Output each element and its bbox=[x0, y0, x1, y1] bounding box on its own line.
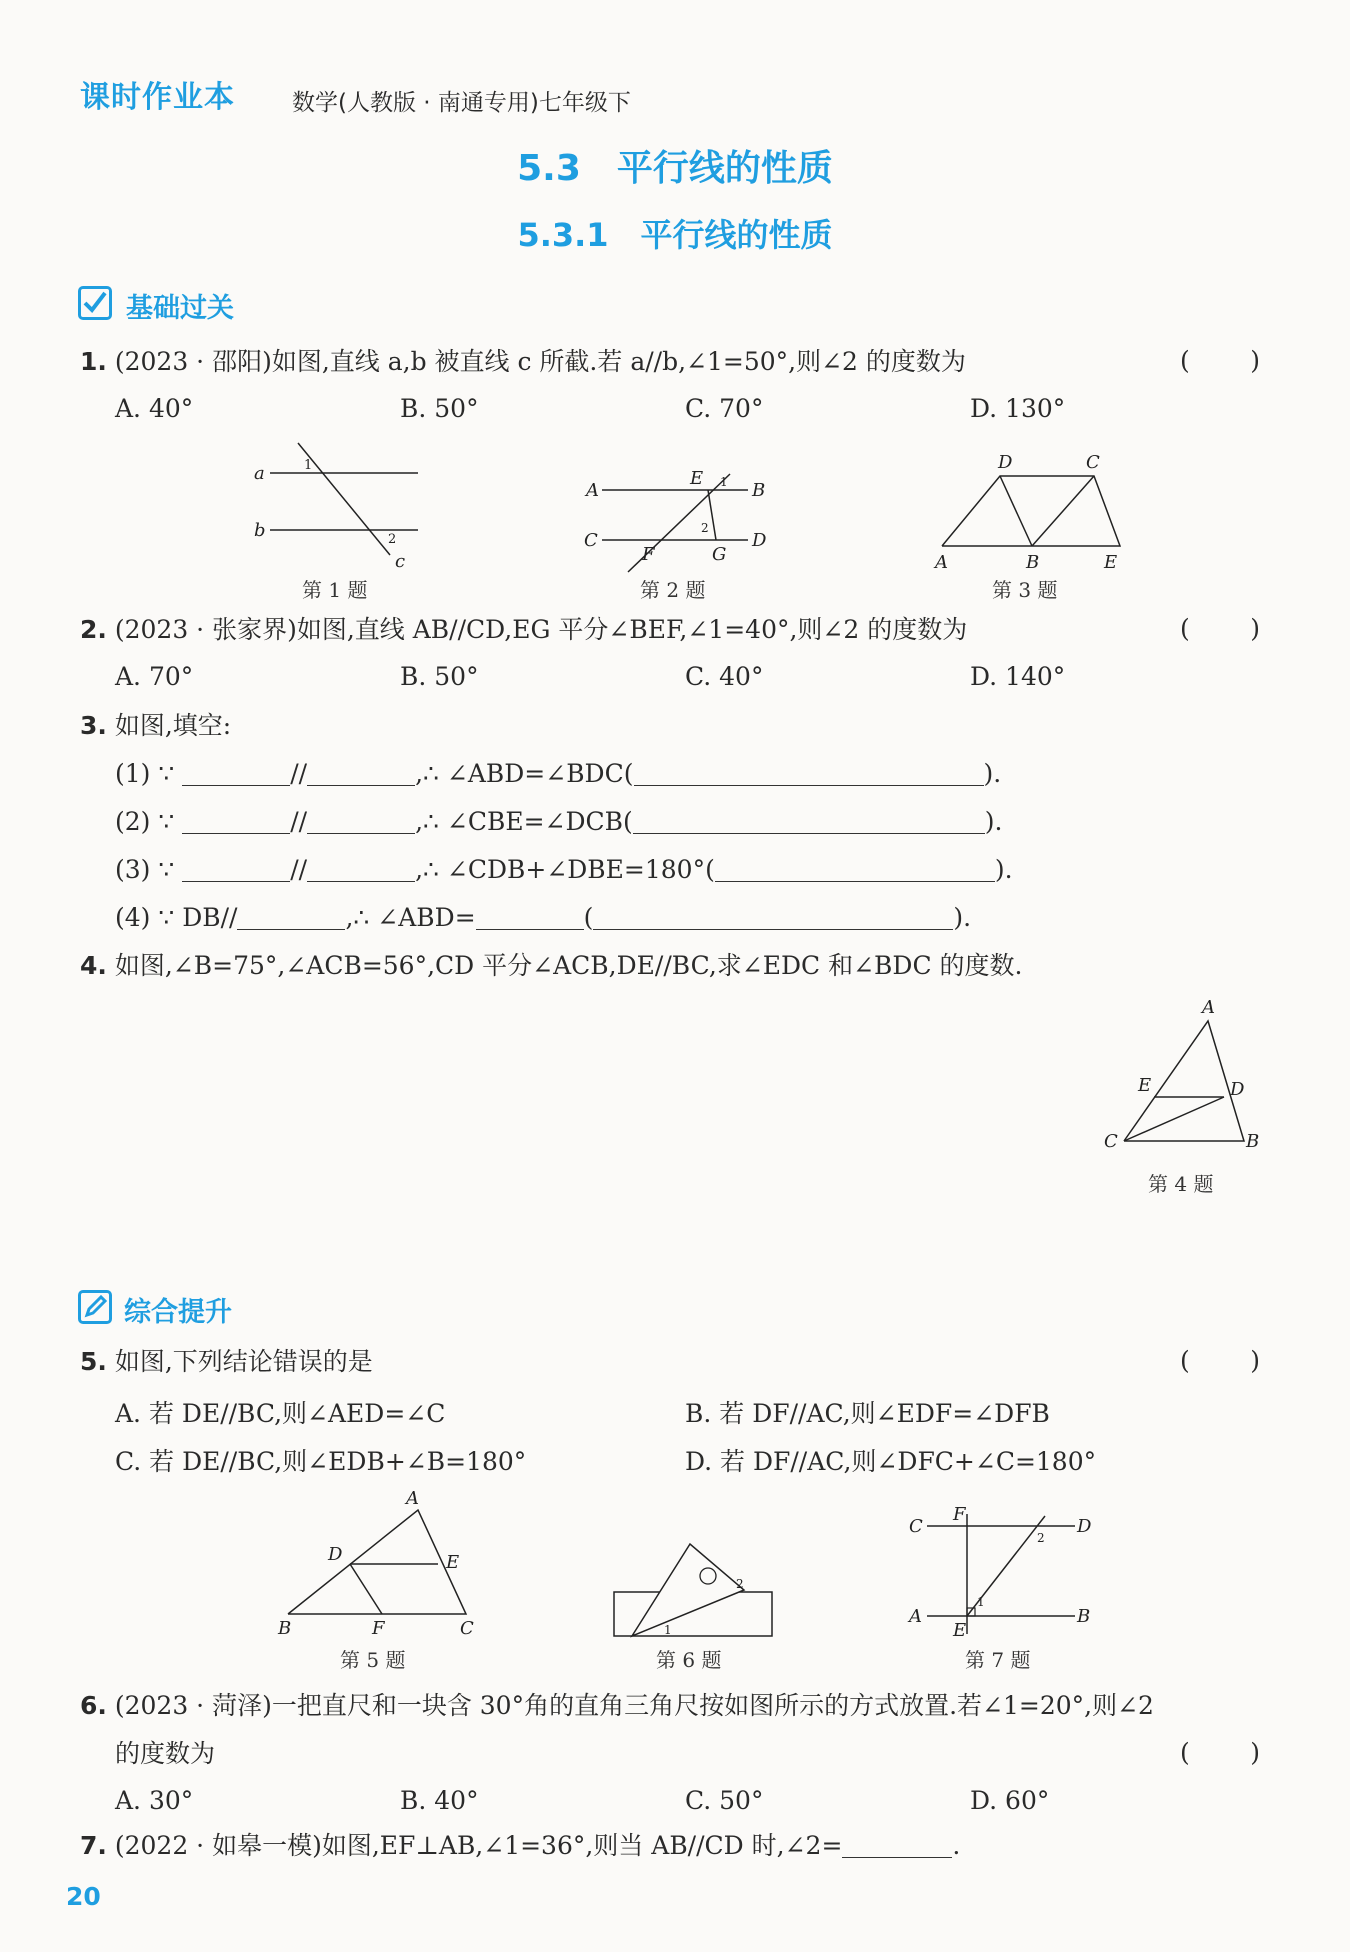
question-5 bbox=[80, 1346, 373, 1378]
label-A: A bbox=[586, 480, 599, 501]
part-conclusion: ,∴ ∠ABD=∠BDC( bbox=[415, 759, 634, 788]
q3-part-1 bbox=[115, 758, 1001, 790]
option-a[interactable]: A. 40° bbox=[115, 394, 194, 423]
label-A: A bbox=[909, 1606, 922, 1627]
question-text: 如图,∠B=75°,∠ACB=56°,CD 平分∠ACB,DE//BC,求∠EDC 和∠BDC 的度数. bbox=[114, 951, 1023, 980]
label-B: B bbox=[752, 480, 766, 501]
brand-logo bbox=[80, 74, 235, 114]
parallel-sign: // bbox=[290, 855, 308, 884]
label-C: C bbox=[909, 1516, 923, 1537]
brand-text: 课时作业本 bbox=[80, 80, 235, 115]
question-number: 4. bbox=[80, 951, 107, 980]
answer-parentheses[interactable] bbox=[1180, 1346, 1260, 1375]
blank-field[interactable] bbox=[476, 905, 584, 930]
paren-close: ) bbox=[1250, 614, 1260, 643]
section-advanced: 综合提升 bbox=[124, 1297, 232, 1328]
label-B: B bbox=[1246, 1131, 1260, 1152]
paren-close: ) bbox=[1250, 1346, 1260, 1375]
figure-7 bbox=[905, 1498, 1105, 1640]
label-D: D bbox=[752, 530, 767, 551]
label-E: E bbox=[953, 1620, 967, 1640]
angle-1-label: 1 bbox=[720, 475, 728, 489]
label-B: B bbox=[1077, 1606, 1091, 1627]
part-conclusion: ,∴ ∠CBE=∠DCB( bbox=[415, 807, 633, 836]
blank-field[interactable] bbox=[715, 857, 995, 882]
question-6 bbox=[80, 1690, 1154, 1722]
blank-field[interactable] bbox=[307, 809, 415, 834]
figure-5-caption: 第 5 题 bbox=[340, 1648, 406, 1672]
part-end: ). bbox=[994, 855, 1013, 884]
option-d[interactable]: D. 60° bbox=[970, 1786, 1050, 1815]
parallel-sign: // bbox=[290, 759, 308, 788]
angle-2-label: 2 bbox=[388, 532, 397, 547]
paren-open: ( bbox=[1180, 614, 1190, 643]
label-C: C bbox=[1086, 452, 1100, 473]
question-text: (2022 · 如皋一模)如图,EF⊥AB,∠1=36°,则当 AB//CD 时,∠2= bbox=[114, 1831, 843, 1860]
label-E: E bbox=[690, 468, 704, 489]
question-number: 1. bbox=[80, 347, 107, 376]
blank-field[interactable] bbox=[842, 1833, 952, 1858]
label-D: D bbox=[1077, 1516, 1092, 1537]
option-b[interactable]: B. 50° bbox=[400, 394, 479, 423]
angle-1-label: 1 bbox=[304, 458, 313, 473]
paren-open: ( bbox=[1180, 1738, 1190, 1767]
section-basic: 基础过关 bbox=[126, 293, 234, 324]
part-prefix: (1) ∵ bbox=[115, 759, 183, 788]
angle-2-label: 2 bbox=[736, 1577, 744, 1591]
figure-3-caption: 第 3 题 bbox=[992, 578, 1058, 602]
label-E: E bbox=[446, 1552, 460, 1573]
question-text: (2023 · 菏泽)一把直尺和一块含 30°角的直角三角尺按如图所示的方式放置.若∠1=20°,则∠2 bbox=[114, 1691, 1154, 1720]
checkbox-icon bbox=[78, 286, 112, 320]
parallel-sign: // bbox=[290, 807, 308, 836]
figure-1-caption: 第 1 题 bbox=[302, 578, 368, 602]
option-a[interactable]: A. 70° bbox=[115, 662, 194, 691]
part-conclusion: ,∴ ∠ABD= bbox=[345, 903, 476, 932]
label-a: a bbox=[254, 463, 265, 484]
part-conclusion: ,∴ ∠CDB+∠DBE=180°( bbox=[415, 855, 715, 884]
figure-2 bbox=[580, 462, 780, 574]
label-A: A bbox=[935, 552, 948, 573]
option-c[interactable]: C. 若 DE//BC,则∠EDB+∠B=180° bbox=[115, 1447, 527, 1476]
figure-7-caption: 第 7 题 bbox=[965, 1648, 1031, 1672]
angle-1-label: 1 bbox=[664, 1623, 672, 1637]
answer-parentheses[interactable] bbox=[1180, 346, 1260, 375]
question-number: 6. bbox=[80, 1691, 107, 1720]
part-reason-open: ( bbox=[583, 903, 594, 932]
pencil-icon bbox=[78, 1290, 112, 1324]
label-A: A bbox=[1202, 997, 1215, 1018]
option-d[interactable]: D. 140° bbox=[970, 662, 1066, 691]
blank-field[interactable] bbox=[307, 857, 415, 882]
option-b[interactable]: B. 50° bbox=[400, 662, 479, 691]
label-D: D bbox=[998, 452, 1013, 473]
label-E: E bbox=[1104, 552, 1118, 573]
q3-part-2 bbox=[115, 806, 1002, 838]
question-6-cont: 的度数为 bbox=[115, 1739, 216, 1768]
paren-open: ( bbox=[1180, 346, 1190, 375]
question-text: 如图,下列结论错误的是 bbox=[114, 1347, 373, 1376]
option-c[interactable]: C. 50° bbox=[685, 1786, 764, 1815]
figure-4-caption: 第 4 题 bbox=[1148, 1172, 1214, 1196]
figure-4 bbox=[1100, 995, 1260, 1155]
part-end: ). bbox=[984, 807, 1003, 836]
label-A: A bbox=[406, 1488, 419, 1509]
blank-field[interactable] bbox=[634, 761, 984, 786]
question-number: 5. bbox=[80, 1347, 107, 1376]
angle-2-label: 2 bbox=[1037, 1531, 1045, 1545]
option-c[interactable]: C. 40° bbox=[685, 662, 764, 691]
question-2 bbox=[80, 614, 967, 646]
blank-field[interactable] bbox=[593, 905, 953, 930]
blank-field[interactable] bbox=[307, 761, 415, 786]
question-number: 3. bbox=[80, 711, 107, 740]
figure-6 bbox=[610, 1500, 780, 1640]
question-end: . bbox=[952, 1831, 961, 1860]
question-4 bbox=[80, 950, 1022, 982]
option-a[interactable]: A. 30° bbox=[115, 1786, 194, 1815]
question-number: 7. bbox=[80, 1831, 107, 1860]
question-7 bbox=[80, 1830, 960, 1862]
part-prefix: (2) ∵ bbox=[115, 807, 183, 836]
option-d[interactable]: D. 若 DF//AC,则∠DFC+∠C=180° bbox=[685, 1447, 1097, 1476]
label-C: C bbox=[460, 1618, 474, 1638]
question-text: (2023 · 张家界)如图,直线 AB//CD,EG 平分∠BEF,∠1=40°,则∠2 的度数为 bbox=[114, 615, 968, 644]
figure-1 bbox=[240, 435, 440, 575]
paren-close: ) bbox=[1250, 346, 1260, 375]
label-B: B bbox=[1026, 552, 1040, 573]
blank-field[interactable] bbox=[182, 809, 290, 834]
figure-2-caption: 第 2 题 bbox=[640, 578, 706, 602]
figure-5 bbox=[270, 1488, 490, 1638]
blank-field[interactable] bbox=[182, 761, 290, 786]
subsection-title: 5.3.1 平行线的性质 bbox=[517, 216, 833, 254]
label-F: F bbox=[642, 544, 655, 565]
question-number: 2. bbox=[80, 615, 107, 644]
label-c: c bbox=[395, 551, 406, 572]
answer-parentheses[interactable] bbox=[1180, 1738, 1260, 1767]
option-b[interactable]: B. 若 DF//AC,则∠EDF=∠DFB bbox=[685, 1399, 1050, 1428]
paren-close: ) bbox=[1250, 1738, 1260, 1767]
blank-field[interactable] bbox=[182, 857, 290, 882]
question-3 bbox=[80, 710, 231, 742]
question-1 bbox=[80, 346, 966, 378]
book-subtitle: 数学(人教版 · 南通专用)七年级下 bbox=[292, 90, 631, 116]
label-F: F bbox=[372, 1618, 385, 1638]
option-d[interactable]: D. 130° bbox=[970, 394, 1066, 423]
part-end: ). bbox=[953, 903, 972, 932]
answer-parentheses[interactable] bbox=[1180, 614, 1260, 643]
page-number: 20 bbox=[66, 1882, 101, 1911]
label-D: D bbox=[1230, 1079, 1245, 1100]
option-c[interactable]: C. 70° bbox=[685, 394, 764, 423]
part-prefix: (3) ∵ bbox=[115, 855, 183, 884]
question-text: 如图,填空: bbox=[114, 711, 232, 740]
label-B: B bbox=[278, 1618, 292, 1638]
angle-2-label: 2 bbox=[701, 521, 709, 535]
label-C: C bbox=[584, 530, 598, 551]
option-a[interactable]: A. 若 DE//BC,则∠AED=∠C bbox=[115, 1399, 446, 1428]
q3-part-3 bbox=[115, 854, 1013, 886]
part-prefix: (4) ∵ DB// bbox=[115, 903, 238, 932]
part-end: ). bbox=[983, 759, 1002, 788]
figure-3 bbox=[932, 450, 1132, 575]
option-b[interactable]: B. 40° bbox=[400, 1786, 479, 1815]
label-b: b bbox=[254, 520, 266, 541]
figure-6-caption: 第 6 题 bbox=[656, 1648, 722, 1672]
label-G: G bbox=[712, 544, 727, 565]
label-E: E bbox=[1138, 1075, 1152, 1096]
angle-1-label: 1 bbox=[977, 1595, 985, 1609]
label-D: D bbox=[328, 1544, 343, 1565]
question-text: (2023 · 邵阳)如图,直线 a,b 被直线 c 所截.若 a//b,∠1=50°,则∠2 的度数为 bbox=[114, 347, 966, 376]
blank-field[interactable] bbox=[633, 809, 985, 834]
section-title: 5.3 平行线的性质 bbox=[517, 148, 833, 189]
label-F: F bbox=[953, 1504, 966, 1525]
paren-open: ( bbox=[1180, 1346, 1190, 1375]
label-C: C bbox=[1104, 1131, 1118, 1152]
blank-field[interactable] bbox=[237, 905, 345, 930]
q3-part-4 bbox=[115, 902, 971, 934]
